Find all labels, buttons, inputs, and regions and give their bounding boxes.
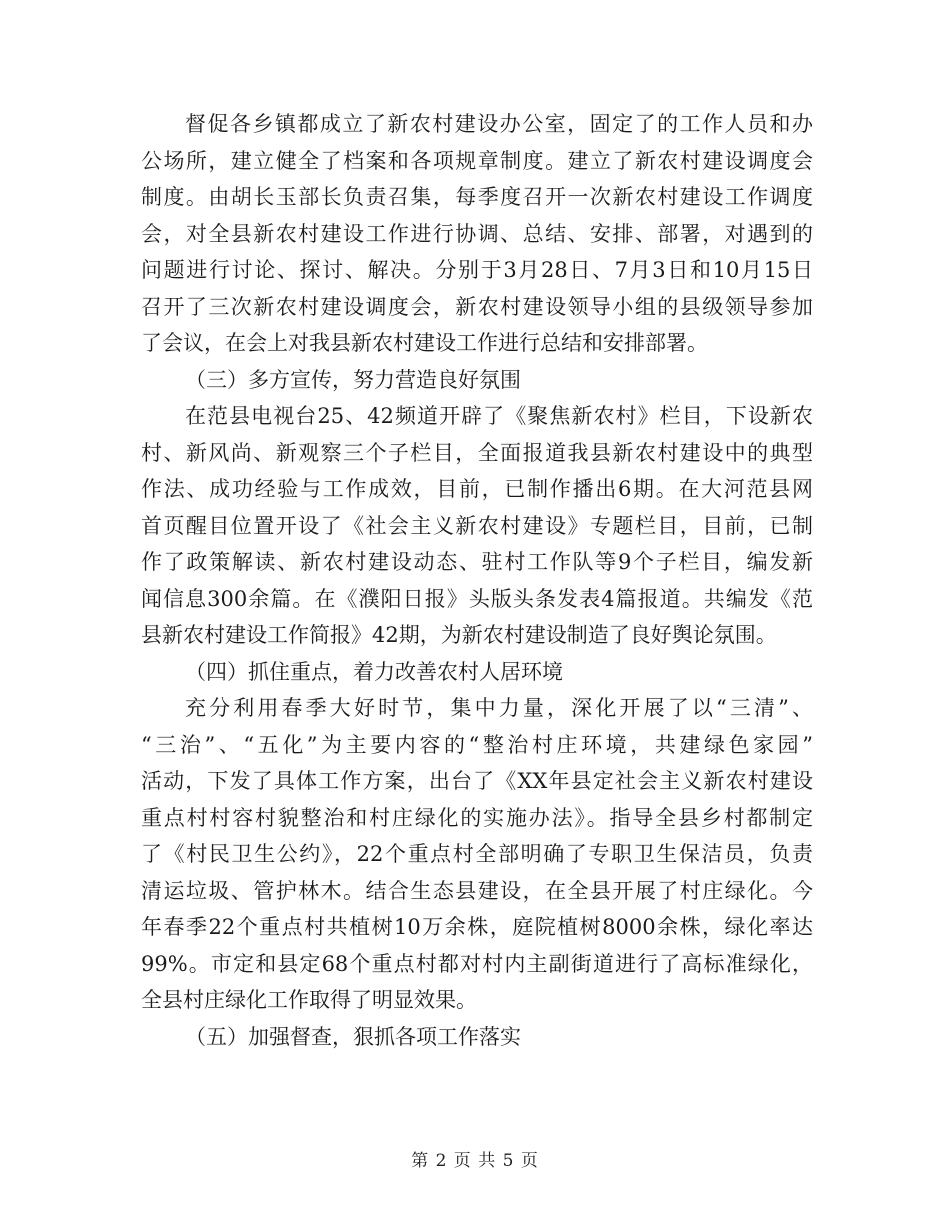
- paragraph-line: 年春季22个重点村共植树10万余株，庭院植树8000余株，绿化率达: [141, 915, 813, 939]
- section-heading: （三）多方宣传，努力营造良好氛围: [185, 367, 521, 392]
- paragraph-line: 活动，下发了具体工作方案，出台了《XX年县定社会主义新农村建设: [141, 769, 813, 793]
- paragraph-line: 重点村村容村貌整治和村庄绿化的实施办法》。指导全县乡村都制定: [141, 805, 813, 830]
- paragraph-line: “三治”、“五化”为主要内容的“整治村庄环境，共建绿色家园”: [141, 732, 813, 757]
- section-heading: （四）抓住重点，着力改善农村人居环境: [185, 659, 563, 684]
- page-footer: 第 2 页 共 5 页: [411, 1151, 539, 1171]
- paragraph-line: 会，对全县新农村建设工作进行协调、总结、安排、部署，对遇到的: [141, 221, 813, 246]
- paragraph-line: 充分利用春季大好时节，集中力量，深化开展了以“三清”、: [185, 696, 813, 720]
- document-body: [141, 106, 813, 1055]
- paragraph-line: 99%。市定和县定68个重点村都对村内主副街道进行了高标准绿化，: [141, 951, 813, 976]
- paragraph-line: 督促各乡镇都成立了新农村建设办公室，固定了的工作人员和办: [185, 112, 813, 136]
- paragraph-line: 作了政策解读、新农村建设动态、驻村工作队等9个子栏目，编发新: [141, 550, 813, 574]
- paragraph-line: 村、新风尚、新观察三个子栏目，全面报道我县新农村建设中的典型: [141, 440, 813, 465]
- paragraph-line: 召开了三次新农村建设调度会，新农村建设领导小组的县级领导参加: [141, 294, 813, 319]
- paragraph-line: 县新农村建设工作简报》42期，为新农村建设制造了良好舆论氛围。: [141, 623, 777, 647]
- paragraph-line: 问题进行讨论、探讨、解决。分别于3月28日、7月3日和10月15日: [141, 258, 813, 282]
- paragraph-line: 闻信息300余篇。在《濮阳日报》头版头条发表4篇报道。共编发《范: [141, 586, 813, 611]
- paragraph-line: 了会议，在会上对我县新农村建设工作进行总结和安排部署。: [141, 331, 708, 355]
- paragraph-line: 作法、成功经验与工作成效，目前，已制作播出6期。在大河范县网: [141, 477, 813, 501]
- paragraph-line: 清运垃圾、管护林木。结合生态县建设，在全县开展了村庄绿化。今: [141, 878, 813, 903]
- paragraph-line: 制度。由胡长玉部长负责召集，每季度召开一次新农村建设工作调度: [141, 185, 813, 209]
- paragraph-line: 首页醒目位置开设了《社会主义新农村建设》专题栏目，目前，已制: [141, 513, 813, 538]
- paragraph-line: 在范县电视台25、42频道开辟了《聚焦新农村》栏目，下设新农: [185, 404, 813, 428]
- section-heading: （五）加强督查，狠抓各项工作落实: [185, 1024, 521, 1049]
- paragraph-line: 了《村民卫生公约》，22个重点村全部明确了专职卫生保洁员，负责: [141, 842, 813, 866]
- paragraph-line: 公场所，建立健全了档案和各项规章制度。建立了新农村建设调度会: [141, 148, 813, 173]
- paragraph-line: 全县村庄绿化工作取得了明显效果。: [141, 988, 477, 1012]
